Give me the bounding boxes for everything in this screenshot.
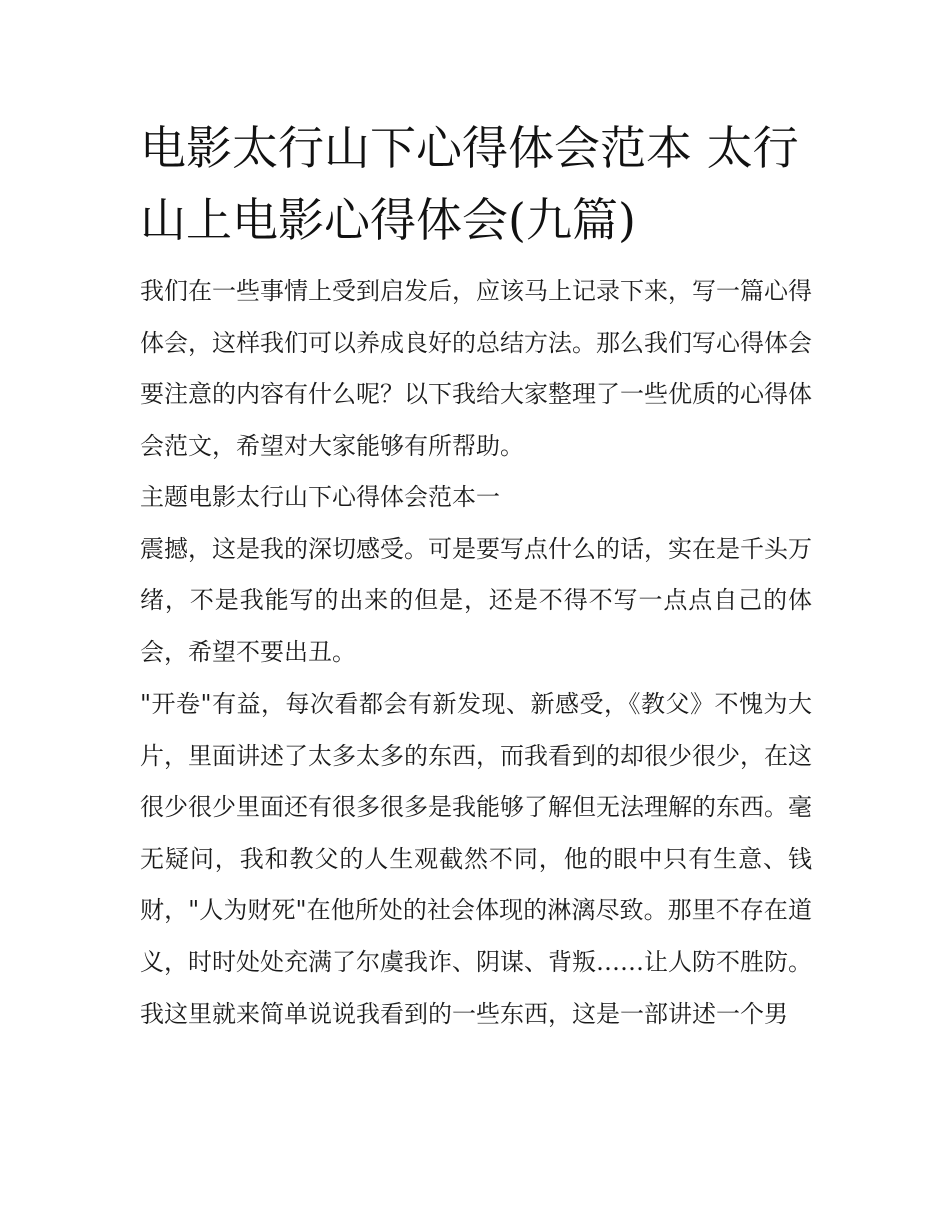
- body-paragraph-2: "开卷"有益，每次看都会有新发现、新感受，《教父》不愧为大片，里面讲述了太多太多的东西，而我看到的却很少很少，在这很少很少里面还有很多很多是我能够了解但无法理解的东西。毫无疑问，我和教父的人生观截然不同，他的眼中只有生意、钱财，"人为财死"在他所处的社会体现的淋漓尽致。那里不存在道义，时时处处充满了尔虞我诈、阴谋、背叛……让人防不胜防。: [140, 690, 812, 976]
- body-paragraph-1: 震撼，这是我的深切感受。可是要写点什么的话，实在是千头万绪，不是我能写的出来的但是，还是不得不写一点点自己的体会，希望不要出丑。: [140, 534, 812, 666]
- intro-paragraph: 我们在一些事情上受到启发后，应该马上记录下来，写一篇心得体会，这样我们可以养成良好的总结方法。那么我们写心得体会要注意的内容有什么呢？以下我给大家整理了一些优质的心得体会范文，希望对大家能够有所帮助。: [140, 277, 812, 460]
- document-body: [140, 112, 812, 1041]
- document-title: 电影太行山下心得体会范本 太行山上电影心得体会(九篇): [140, 121, 799, 247]
- body-paragraph-3: 我这里就来简单说说我看到的一些东西，这是一部讲述一个男: [140, 1000, 788, 1028]
- section-heading: 主题电影太行山下心得体会范本一: [140, 483, 500, 511]
